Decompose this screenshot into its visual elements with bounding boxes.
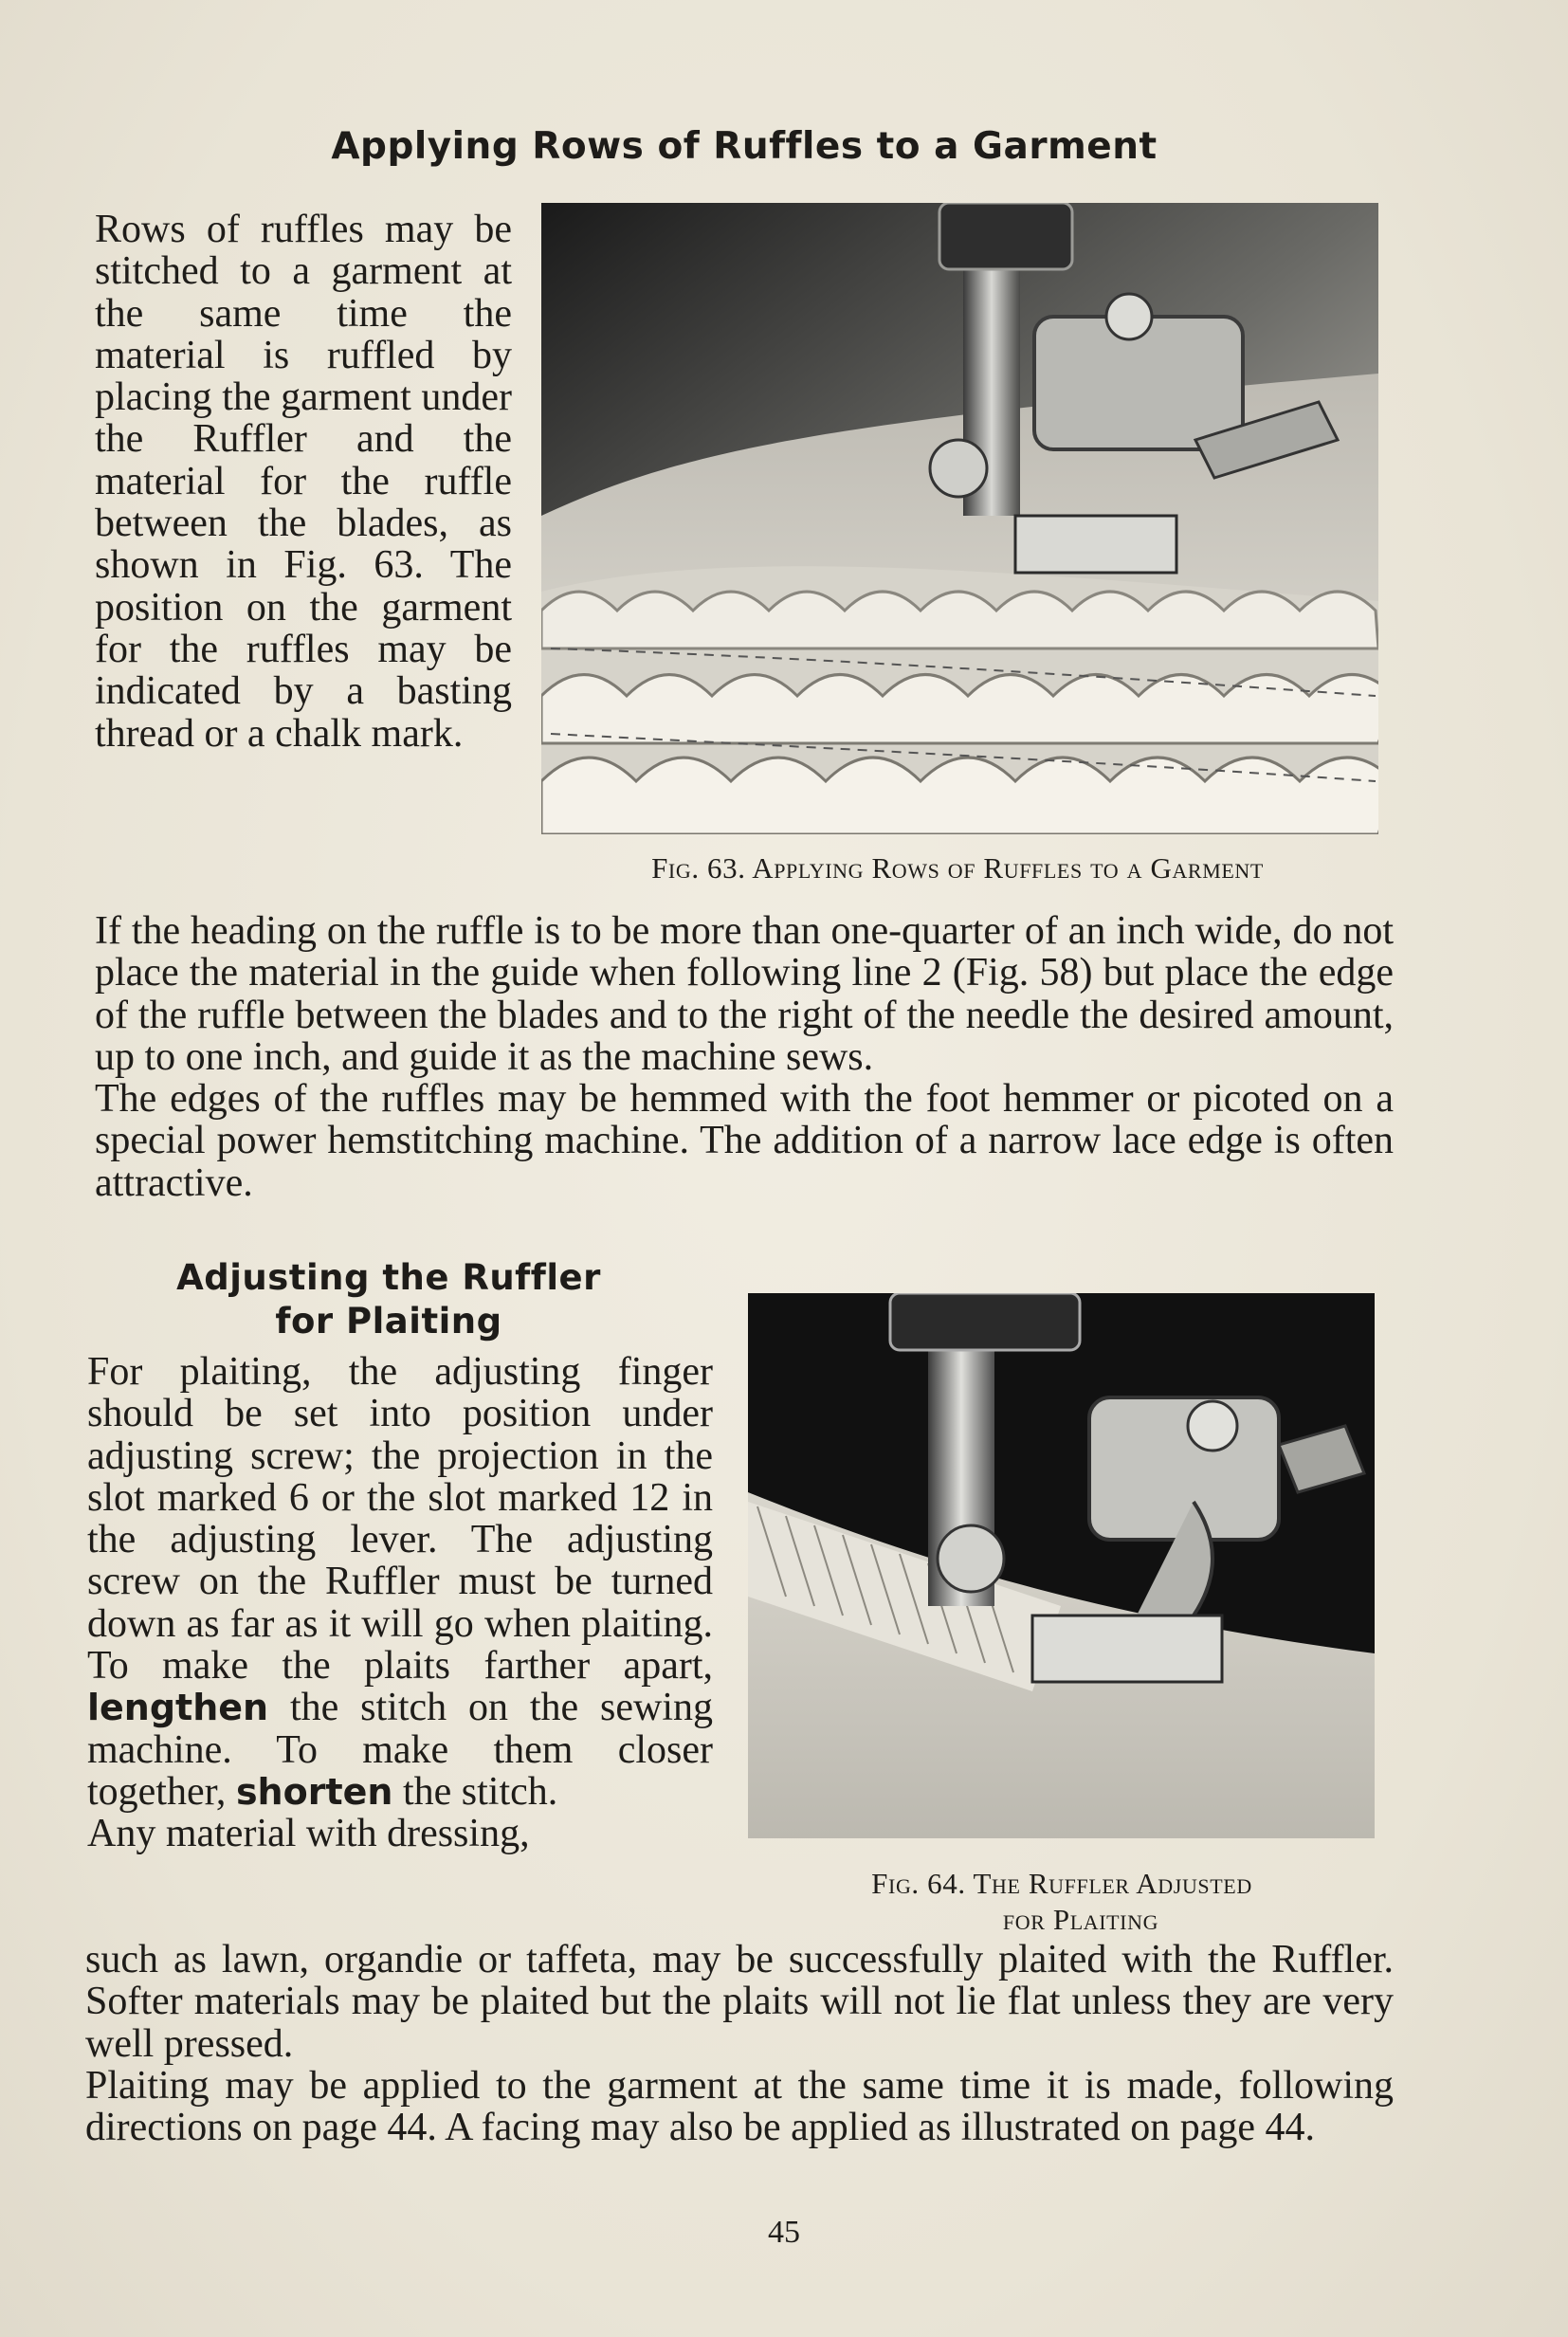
final-paragraph: Plaiting may be applied to the garment at the same time it is made, following directions on page 44. A facing may also be applied as illustrated on page 44.	[85, 2063, 1394, 2150]
closing-paragraphs	[85, 1939, 1394, 2148]
plaiting-text-a: For plaiting, the adjusting finger should be set into position under adjusting screw; the projection in the slot marked 6 or the slot marked 12 in the adjusting lever. The adjusting screw on the Ruffler must be turned down as far as it will go when plaiting. To make the plaits farther apart,	[87, 1350, 713, 1689]
intro-text: Rows of ruffles may be stitched to a garment at the same time the material is ruffled by placing the garment under the Ruffler and the material for the ruffle between the blades, as shown in Fig. 63. The position on the garment for the ruffles may be indicated by a basting thread or a chalk mark.	[95, 208, 512, 756]
fig63-photo	[541, 203, 1378, 834]
plaiting-text-c: the stitch.	[402, 1769, 558, 1814]
plaiting-subheading	[95, 1256, 683, 1343]
heading-paragraph: If the heading on the ruffle is to be more than one-quarter of an inch wide, do not place the material in the guide when following line 2 (Fig. 58) but place the edge of the ruffle between the blades and to the right of the needle the desired amount, up to one inch, and guide it as the machine sews.	[95, 909, 1394, 1079]
dressing-rest: such as lawn, organdie or taffeta, may be successfully plaited with the Ruffler. Softer materials may be plaited but the plaits will not lie flat unless they are very well pressed.	[85, 1938, 1394, 2066]
dressing-start: Any material with dressing,	[87, 1812, 530, 1856]
intro-paragraph	[95, 209, 512, 755]
fig64-caption-line-2: for Plaiting	[1002, 1903, 1159, 1936]
subheading-line-2: for Plaiting	[275, 1301, 502, 1342]
subheading-line-1: Adjusting the Ruffler	[176, 1257, 601, 1298]
fig63-caption: Fig. 63. Applying Rows of Ruffles to a Garment	[651, 851, 1264, 885]
lengthen-word: lengthen	[87, 1687, 269, 1729]
shorten-word: shorten	[235, 1770, 393, 1813]
section-heading: Applying Rows of Ruffles to a Garment	[331, 125, 1158, 168]
plaiting-text-b: the stitch on the sewing machine. To make them closer together,	[87, 1686, 713, 1814]
heading-width-paragraphs	[95, 910, 1394, 1204]
fig64-caption-line-1: Fig. 64. The Ruffler Adjusted	[871, 1867, 1252, 1900]
fig64-caption	[730, 1866, 1394, 1938]
plaiting-paragraph	[87, 1351, 713, 1855]
page-number: 45	[768, 2215, 800, 2250]
fig64-photo	[748, 1293, 1375, 1838]
edges-paragraph: The edges of the ruffles may be hemmed with the foot hemmer or picoted on a special power hemstitching machine. The addition of a narrow lace edge is often attractive.	[95, 1077, 1394, 1205]
plaiting-text	[87, 1351, 713, 1813]
